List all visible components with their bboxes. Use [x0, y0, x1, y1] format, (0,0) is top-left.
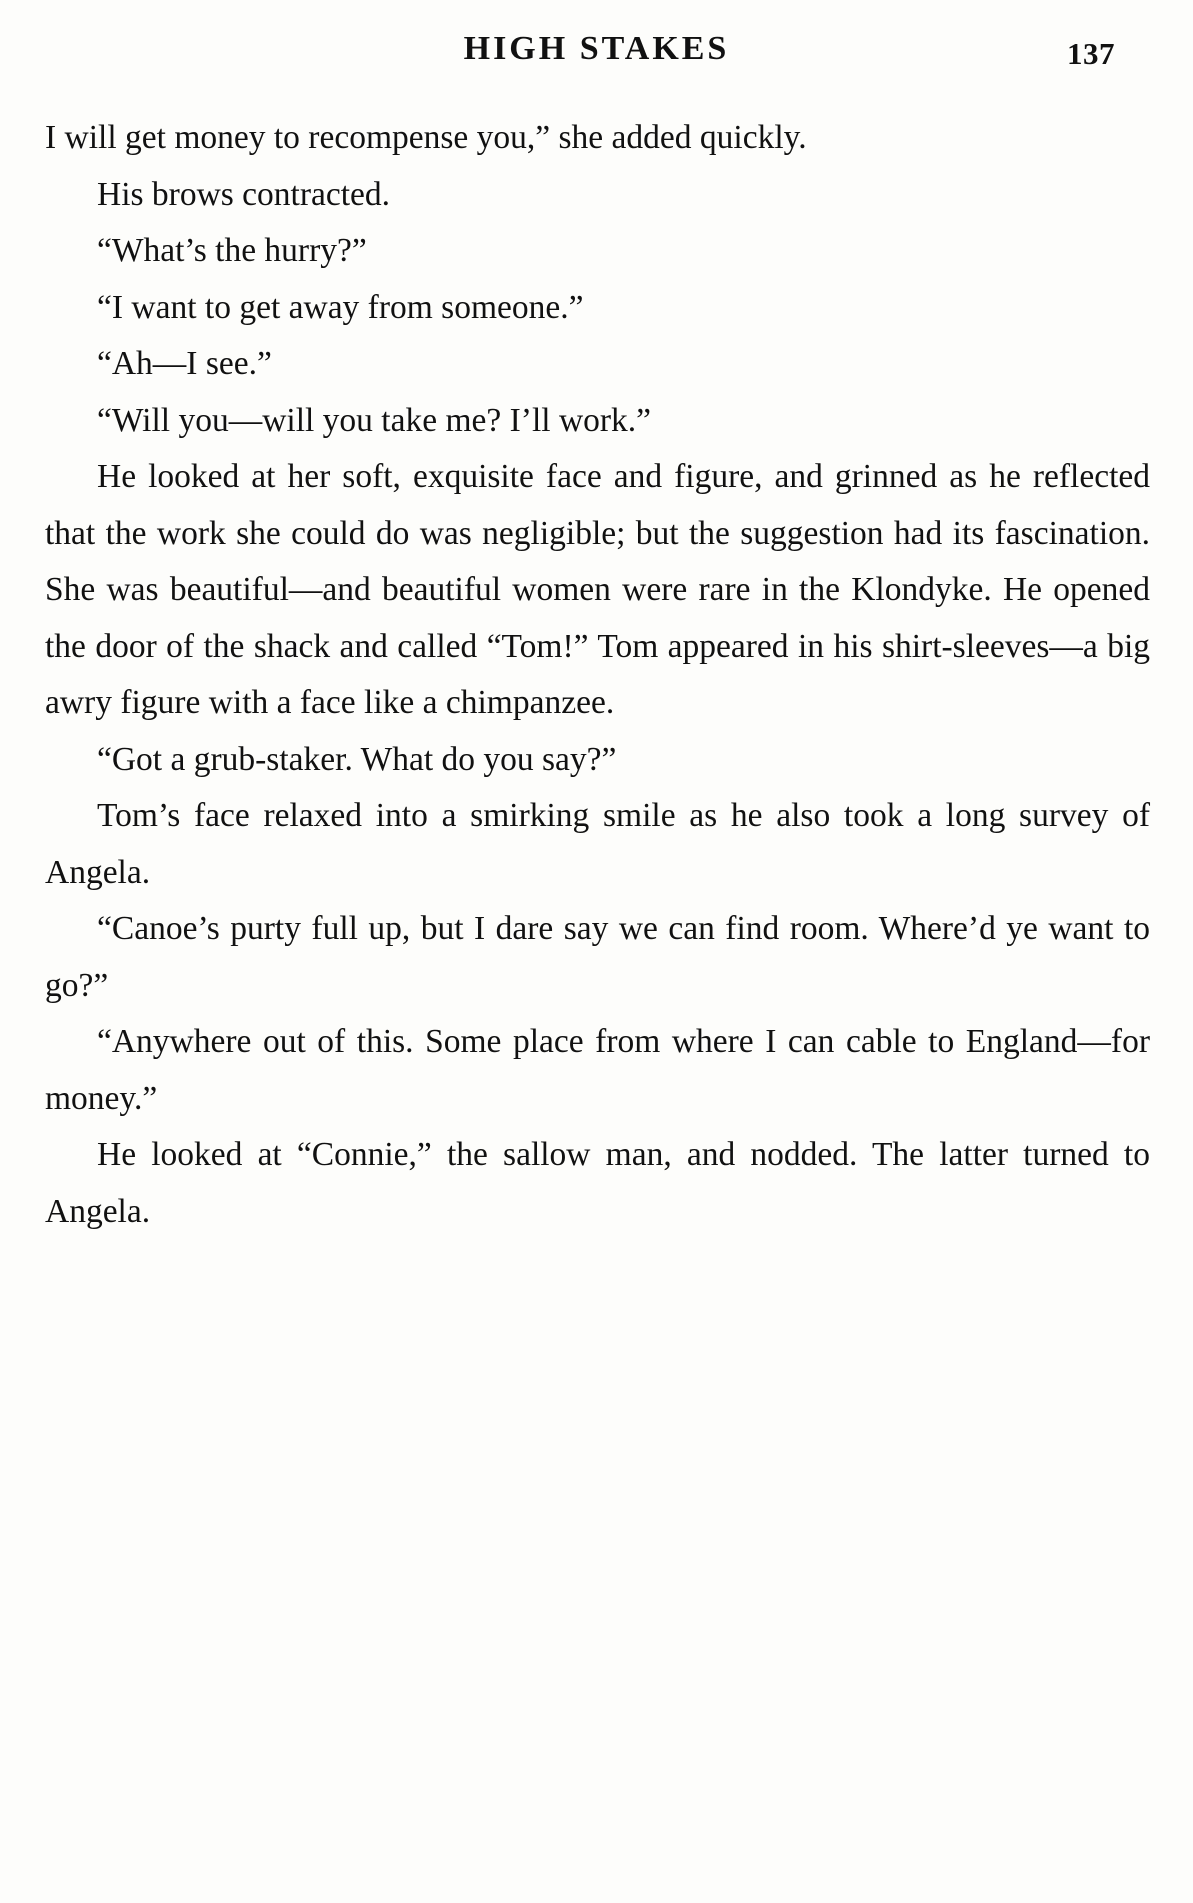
body-text	[45, 110, 1150, 1240]
page-number: 137	[1067, 36, 1115, 71]
paragraph: “Ah—I see.”	[97, 345, 272, 382]
paragraph: I will get money to recompense you,” she added quickly.	[45, 119, 807, 156]
page-header	[0, 30, 1193, 90]
paragraph: “Will you—will you take me? I’ll work.”	[97, 401, 652, 439]
paragraph: He looked at her soft, exquisite face and figure, and grinned as he reflected that the work she could do was negligible; but the suggestion had its fascination. She was beautiful—and beautiful women were rare in the Klondyke. He opened the door of the shack and called “Tom!” Tom appeared in his shirt-sleeves—a big awry figure with a face like a chimpanzee.	[45, 458, 1150, 721]
paragraph: His brows contracted.	[97, 175, 391, 213]
paragraph: Tom’s face relaxed into a smirking smile as he also took a long survey of Angela.	[45, 797, 1150, 891]
paragraph: “What’s the hurry?”	[97, 232, 367, 269]
paragraph: “I want to get away from someone.”	[97, 288, 584, 326]
paragraph: He looked at “Connie,” the sallow man, and nodded. The latter turned to Angela.	[45, 1136, 1150, 1230]
paragraph: “Canoe’s purty full up, but I dare say we can find room. Where’d ye want to go?”	[45, 910, 1150, 1004]
paragraph: “Got a grub-staker. What do you say?”	[97, 740, 617, 778]
paragraph: “Anywhere out of this. Some place from where I can cable to England—for money.”	[45, 1023, 1150, 1117]
running-head: HIGH STAKES	[463, 30, 730, 67]
